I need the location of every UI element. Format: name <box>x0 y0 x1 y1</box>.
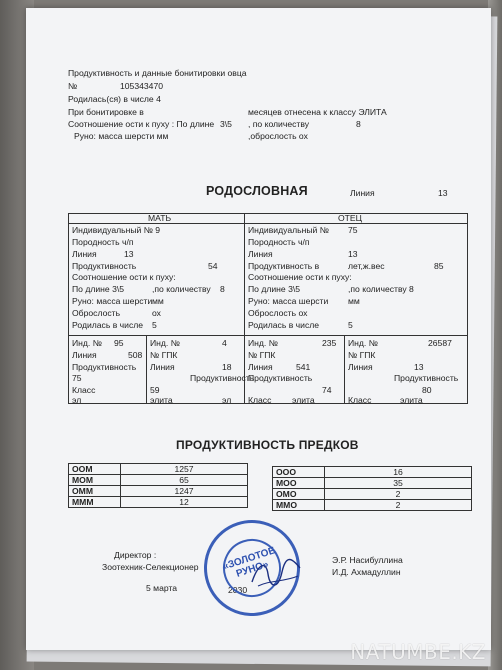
gf2-prod: Продуктивность <box>394 373 459 383</box>
gf2-cls: Класс <box>348 395 372 405</box>
father-line-val: 13 <box>348 249 358 259</box>
father-fleece: Руно: масса шерсти <box>248 296 329 306</box>
ancestor-label: МОО <box>273 478 325 489</box>
footer-director: Директор : <box>114 550 157 560</box>
header-fleece-left: Руно: масса шерсти мм <box>74 131 169 141</box>
ancestor-label: МОМ <box>69 475 121 486</box>
table-row <box>273 489 472 500</box>
header-line1: Продуктивность и данные бонитировки овца <box>68 68 247 78</box>
mother-prod: Продуктивность <box>72 261 137 271</box>
header-ratio-mid: , по количеству <box>248 119 310 129</box>
mother-ind: Индивидуальный № 9 <box>72 225 161 235</box>
gf1-gpk: № ГПК <box>248 350 276 360</box>
gm1-ind: Инд. № <box>72 338 102 348</box>
ancestor-value: 2 <box>325 500 472 511</box>
ancestors-right-table <box>272 466 472 511</box>
gf1-prod: Продуктивность <box>248 373 313 383</box>
header-ratio-value: 3\5 <box>220 119 232 129</box>
ancestor-value: 65 <box>121 475 248 486</box>
header-no-label: № <box>68 81 78 91</box>
mother-born-val: 5 <box>152 320 157 330</box>
ancestor-label: МММ <box>69 497 121 508</box>
header-no-value: 105343470 <box>120 81 164 91</box>
father-ind-val: 75 <box>348 225 358 235</box>
gm2-prod-val: 59 <box>150 385 160 395</box>
gm2-cls: элита <box>150 395 173 405</box>
gm2-gpk: № ГПК <box>150 350 178 360</box>
table-row <box>69 497 248 508</box>
header-fleece-right: ,оброслость ох <box>248 131 308 141</box>
gm2-line: Линия <box>150 362 175 372</box>
footer-name2: И.Д. Ахмадуллин <box>332 567 401 577</box>
footer-date: 5 марта <box>146 583 178 593</box>
gm2-cls-val: эл <box>222 395 232 405</box>
father-prod-val: 85 <box>434 261 444 271</box>
mother-ratio: Соотношение ости к пуху: <box>72 272 176 282</box>
father-born: Родилась в числе <box>248 320 320 330</box>
father-obr: Оброслость ох <box>248 308 308 318</box>
mother-fleece: Руно: масса шерсти <box>72 296 153 306</box>
mother-origin: Породность ч/п <box>72 237 134 247</box>
header-ratio-num: 8 <box>356 119 361 129</box>
header-bonit-left: При бонитировке в <box>68 107 144 117</box>
table-row <box>273 467 472 478</box>
gf1-line: Линия <box>248 362 273 372</box>
mother-born: Родилась в числе <box>72 320 144 330</box>
ancestor-value: 1257 <box>121 464 248 475</box>
pedigree-line-value: 13 <box>438 188 448 198</box>
mother-qty-val: 8 <box>220 284 225 294</box>
mother-prod-val: 54 <box>208 261 218 271</box>
ancestor-label: ММО <box>273 500 325 511</box>
gm2-prod: Продуктивность <box>190 373 255 383</box>
watermark: NATUMBE.KZ <box>350 640 486 664</box>
mother-obr: Оброслость <box>72 308 121 318</box>
father-header: ОТЕЦ <box>338 213 363 223</box>
table-row <box>69 486 248 497</box>
footer-name1: Э.Р. Насибуллина <box>332 555 403 565</box>
ancestor-value: 35 <box>325 478 472 489</box>
gf1-ind-val: 235 <box>322 338 337 348</box>
gf2-prod-val: 80 <box>422 385 432 395</box>
father-qty: ,по количеству 8 <box>348 284 414 294</box>
ancestor-label: ОМО <box>273 489 325 500</box>
table-row <box>273 500 472 511</box>
ancestor-value: 1247 <box>121 486 248 497</box>
gm1-cls-val: эл <box>72 395 82 405</box>
gf1-line-val: 541 <box>296 362 311 372</box>
father-line: Линия <box>248 249 273 259</box>
gm1-line-val: 508 <box>128 350 143 360</box>
father-prod-mid: лет,ж.вес <box>348 261 385 271</box>
ancestors-title: ПРОДУКТИВНОСТЬ ПРЕДКОВ <box>176 438 359 452</box>
ancestor-value: 16 <box>325 467 472 478</box>
header-ratio-left: Соотношение ости к пуху : По длине <box>68 119 215 129</box>
mother-len: По длине 3\5 <box>72 284 125 294</box>
signature <box>248 554 304 594</box>
gf1-ind: Инд. № <box>248 338 278 348</box>
gm1-cls: Класс <box>72 385 96 395</box>
table-row <box>273 478 472 489</box>
gf1-cls-val: элита <box>292 395 315 405</box>
gf2-ind: Инд. № <box>348 338 378 348</box>
gf2-cls-val: элита <box>400 395 423 405</box>
gf2-line: Линия <box>348 362 373 372</box>
mother-header: МАТЬ <box>148 213 172 223</box>
ancestor-value: 12 <box>121 497 248 508</box>
father-ratio: Соотношение ости к пуху: <box>248 272 352 282</box>
ancestor-label: ООО <box>273 467 325 478</box>
ancestor-value: 2 <box>325 489 472 500</box>
father-origin: Породность ч/п <box>248 237 310 247</box>
pedigree-title: РОДОСЛОВНАЯ <box>206 184 308 198</box>
mother-line-val: 13 <box>124 249 134 259</box>
father-fleece-unit: мм <box>348 296 360 306</box>
ancestor-label: ООМ <box>69 464 121 475</box>
footer-year: 2030 <box>228 585 248 595</box>
gf1-cls: Класс <box>248 395 272 405</box>
gm1-prod: Продуктивность <box>72 362 137 372</box>
mother-qty: ,по количеству <box>152 284 211 294</box>
table-row <box>69 475 248 486</box>
gf2-line-val: 13 <box>414 362 424 372</box>
ancestors-left-table <box>68 463 248 508</box>
mother-line: Линия <box>72 249 97 259</box>
gm1-ind-val: 95 <box>114 338 124 348</box>
gf2-ind-val: 26587 <box>428 338 452 348</box>
gf2-gpk: № ГПК <box>348 350 376 360</box>
gm2-ind: Инд. № <box>150 338 180 348</box>
gm1-line: Линия <box>72 350 97 360</box>
father-prod: Продуктивность в <box>248 261 320 271</box>
mother-fleece-unit: мм <box>152 296 164 306</box>
gm1-prod-val: 75 <box>72 373 82 383</box>
father-born-val: 5 <box>348 320 353 330</box>
gf1-prod-val: 74 <box>322 385 332 395</box>
mother-obr-val: ох <box>152 308 161 318</box>
seal-text: «ЗОЛОТОЕ РУНО» <box>221 545 277 580</box>
gm2-ind-val: 4 <box>222 338 227 348</box>
ancestor-label: ОММ <box>69 486 121 497</box>
table-row <box>69 464 248 475</box>
father-ind: Индивидуальный № <box>248 225 329 235</box>
father-len: По длине 3\5 <box>248 284 301 294</box>
footer-zoo: Зоотехник-Селекционер <box>102 562 199 572</box>
document-page <box>26 8 491 650</box>
header-born: Родилась(ся) в числе 4 <box>68 94 161 104</box>
gm2-line-val: 18 <box>222 362 232 372</box>
pedigree-line-label: Линия <box>350 188 375 198</box>
header-bonit-right: месяцев отнесена к классу ЭЛИТА <box>248 107 387 117</box>
